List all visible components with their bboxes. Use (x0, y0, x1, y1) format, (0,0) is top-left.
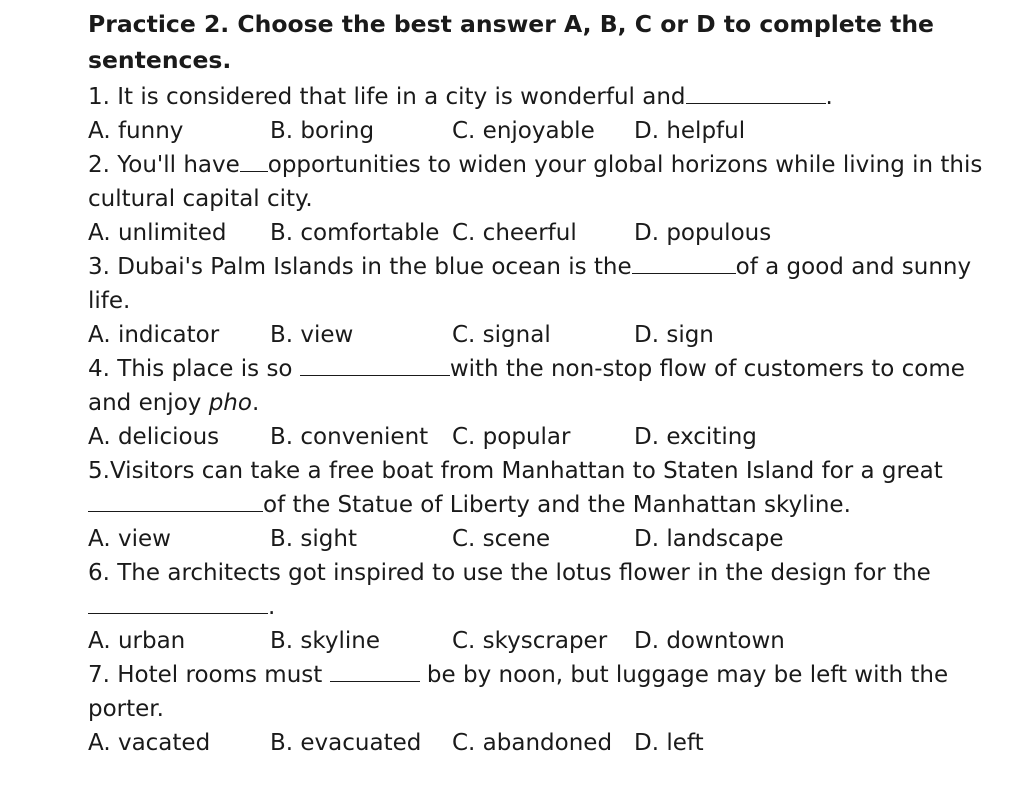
question-2 (88, 148, 993, 250)
question-4-options (88, 420, 993, 454)
question-7-stem-cont: porter. (88, 696, 164, 722)
answer-blank (632, 251, 736, 274)
option-b: B. skyline (270, 628, 381, 654)
question-1-options (88, 114, 993, 148)
question-6-stem: 6. The architects got inspired to use the lotus flower in the design for the (88, 560, 931, 586)
option-c: C. scene (452, 526, 551, 552)
option-c: C. signal (452, 322, 551, 348)
question-5-stem-cont: of the Statue of Liberty and the Manhattan skyline. (88, 488, 993, 522)
option-a: A. delicious (88, 424, 220, 450)
option-a: A. view (88, 526, 171, 552)
option-d: D. exciting (634, 424, 757, 450)
worksheet (88, 6, 993, 760)
question-4-stem-cont: and enjoy pho. (88, 390, 260, 416)
option-c: C. cheerful (452, 220, 577, 246)
question-4-stem: 4. This place is so with the non-stop flow of customers to come (88, 352, 993, 386)
option-d: D. downtown (634, 628, 785, 654)
question-5 (88, 454, 993, 556)
question-7 (88, 658, 993, 760)
option-a: A. unlimited (88, 220, 227, 246)
title-line-1: Practice 2. Choose the best answer A, B, C or D to complete the (88, 10, 934, 38)
option-b: B. sight (270, 526, 357, 552)
option-d: D. sign (634, 322, 714, 348)
question-7-options (88, 726, 993, 760)
option-d: D. helpful (634, 118, 746, 144)
option-a: A. funny (88, 118, 184, 144)
exercise-title (88, 6, 993, 78)
option-d: D. populous (634, 220, 772, 246)
question-5-stem: 5.Visitors can take a free boat from Manhattan to Staten Island for a great (88, 458, 943, 484)
option-c: C. popular (452, 424, 571, 450)
option-c: C. skyscraper (452, 628, 608, 654)
question-7-stem: 7. Hotel rooms must be by noon, but luggage may be left with the (88, 658, 993, 692)
question-6 (88, 556, 993, 658)
question-5-options (88, 522, 993, 556)
answer-blank (330, 659, 420, 682)
question-3-stem: 3. Dubai's Palm Islands in the blue ocean is the of a good and sunny (88, 250, 993, 284)
title-line-2: sentences. (88, 46, 232, 74)
option-b: B. comfortable (270, 220, 440, 246)
question-2-options (88, 216, 993, 250)
option-b: B. view (270, 322, 354, 348)
option-a: A. vacated (88, 730, 211, 756)
option-d: D. left (634, 730, 704, 756)
option-b: B. evacuated (270, 730, 422, 756)
question-3 (88, 250, 993, 352)
option-d: D. landscape (634, 526, 784, 552)
answer-blank (240, 149, 268, 172)
question-2-stem: 2. You'll have opportunities to widen your global horizons while living in this (88, 148, 993, 182)
option-c: C. enjoyable (452, 118, 595, 144)
question-3-options (88, 318, 993, 352)
question-6-stem-cont: . (88, 590, 993, 624)
option-c: C. abandoned (452, 730, 613, 756)
question-4 (88, 352, 993, 454)
option-a: A. indicator (88, 322, 220, 348)
answer-blank (88, 489, 263, 512)
answer-blank (686, 81, 826, 104)
question-6-options (88, 624, 993, 658)
option-b: B. convenient (270, 424, 429, 450)
question-3-stem-cont: life. (88, 288, 131, 314)
option-b: B. boring (270, 118, 375, 144)
option-a: A. urban (88, 628, 186, 654)
answer-blank (300, 353, 450, 376)
question-1-stem: 1. It is considered that life in a city is wonderful and . (88, 80, 993, 114)
question-2-stem-cont: cultural capital city. (88, 186, 313, 212)
question-1 (88, 80, 993, 148)
answer-blank (88, 591, 268, 614)
